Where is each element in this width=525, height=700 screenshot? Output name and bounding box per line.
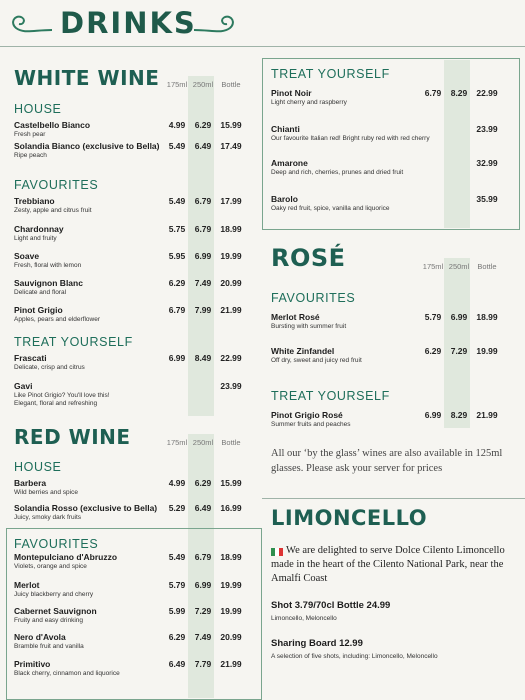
item-price: 7.29	[194, 606, 212, 616]
item-description: Ripe peach	[14, 152, 47, 159]
column-header: 175ml	[166, 80, 188, 89]
item-description: Fruity and easy drinking	[14, 617, 84, 624]
item-name: Sauvignon Blanc	[14, 278, 83, 288]
item-price: 4.99	[168, 120, 186, 130]
item-price: 8.29	[450, 88, 468, 98]
limoncello-divider	[262, 498, 525, 499]
item-name: Cabernet Sauvignon	[14, 606, 97, 616]
limoncello-shot-title: Shot 3.79/70cl Bottle 24.99	[271, 600, 391, 611]
item-price: 6.99	[168, 353, 186, 363]
item-name: Castelbello Bianco	[14, 120, 91, 130]
item-name: Pinot Grigio Rosé	[271, 410, 343, 420]
rose-treat-heading: TREAT YOURSELF	[271, 389, 390, 403]
item-price: 5.29	[168, 503, 186, 513]
item-description: Delicate, crisp and citrus	[14, 364, 85, 371]
item-description: Off dry, sweet and juicy red fruit	[271, 357, 362, 364]
item-price: 22.99	[220, 353, 242, 363]
item-description: Fresh, floral with lemon	[14, 262, 82, 269]
item-name: Nero d'Avola	[14, 632, 66, 642]
item-price: 21.99	[220, 305, 242, 315]
red-house-heading: HOUSE	[14, 460, 62, 474]
item-price: 5.49	[168, 141, 186, 151]
item-price: 6.79	[168, 305, 186, 315]
item-price: 19.99	[220, 251, 242, 261]
rose-favourites-heading: FAVOURITES	[271, 291, 356, 305]
item-name: Pinot Grigio	[14, 305, 63, 315]
rose-title: ROSÉ	[271, 244, 346, 272]
item-name: Chardonnay	[14, 224, 64, 234]
item-description: Violets, orange and spice	[14, 563, 87, 570]
item-name: Solandia Bianco (exclusive to Bella)	[14, 141, 160, 151]
item-name: Merlot	[14, 580, 40, 590]
item-price: 5.79	[424, 312, 442, 322]
item-price: 19.99	[220, 606, 242, 616]
item-price: 6.29	[168, 278, 186, 288]
item-price: 7.29	[450, 346, 468, 356]
column-header: Bottle	[221, 80, 241, 89]
item-price: 17.49	[220, 141, 242, 151]
white-house-heading: HOUSE	[14, 102, 62, 116]
column-header: Bottle	[221, 438, 241, 447]
item-price: 6.79	[424, 88, 442, 98]
column-header: 175ml	[422, 262, 444, 271]
item-price: 6.99	[450, 312, 468, 322]
item-name: Barbera	[14, 478, 47, 488]
item-price: 6.79	[194, 224, 212, 234]
item-price: 7.99	[194, 305, 212, 315]
white-wine-title: WHITE WINE	[14, 66, 160, 90]
item-price: 18.99	[220, 552, 242, 562]
item-price: 23.99	[476, 124, 498, 134]
item-price: 20.99	[220, 632, 242, 642]
col-250-band	[444, 258, 470, 428]
item-price: 17.99	[220, 196, 242, 206]
item-price: 7.49	[194, 278, 212, 288]
red-treat-box	[262, 58, 520, 230]
white-favourites-heading: FAVOURITES	[14, 178, 99, 192]
item-price: 19.99	[220, 580, 242, 590]
item-description: Summer fruits and peaches	[271, 421, 351, 428]
red-wine-title: RED WINE	[14, 425, 131, 449]
item-price: 6.29	[194, 120, 212, 130]
item-name: Amarone	[271, 158, 308, 168]
item-price: 6.79	[194, 196, 212, 206]
item-price: 6.49	[194, 141, 212, 151]
limoncello-board-title: Sharing Board 12.99	[271, 638, 363, 649]
item-price: 8.49	[194, 353, 212, 363]
item-name: White Zinfandel	[271, 346, 335, 356]
limoncello-board-desc: A selection of five shots, including: Limoncello, Meloncello	[271, 653, 438, 660]
column-header: 250ml	[192, 438, 214, 447]
item-price: 4.99	[168, 478, 186, 488]
swirl-right-icon	[192, 10, 242, 40]
item-price: 6.29	[168, 632, 186, 642]
item-name: Solandia Rosso (exclusive to Bella)	[14, 503, 158, 513]
item-price: 5.99	[168, 606, 186, 616]
limoncello-shot	[271, 600, 516, 623]
item-description: Juicy, smoky dark fruits	[14, 514, 82, 521]
limoncello-board	[271, 638, 516, 661]
item-description: Oaky red fruit, spice, vanilla and liquorice	[271, 205, 390, 212]
column-header: 250ml	[192, 80, 214, 89]
item-description: Apples, pears and elderflower	[14, 316, 100, 323]
column-header: Bottle	[477, 262, 497, 271]
item-price: 15.99	[220, 120, 242, 130]
item-price: 5.79	[168, 580, 186, 590]
item-price: 22.99	[476, 88, 498, 98]
red-treat-heading: TREAT YOURSELF	[271, 67, 390, 81]
item-description: Like Pinot Grigio? You'll love this! Elegant, floral and refreshing	[14, 392, 110, 407]
item-name: Gavi	[14, 381, 33, 391]
limoncello-title: LIMONCELLO	[271, 506, 428, 530]
item-price: 7.79	[194, 659, 212, 669]
red-favourites-box	[6, 528, 262, 700]
glass-note: All our ‘by the glass’ wines are also available in 125ml glasses. Please ask your server for prices	[271, 448, 503, 474]
item-price: 6.99	[194, 251, 212, 261]
italian-flag-icon	[271, 547, 283, 555]
item-description: Delicate and floral	[14, 289, 67, 296]
item-price: 18.99	[220, 224, 242, 234]
item-name: Pinot Noir	[271, 88, 312, 98]
limoncello-intro	[271, 544, 516, 586]
item-price: 5.49	[168, 196, 186, 206]
limoncello-shot-desc: Limoncello, Meloncello	[271, 615, 337, 622]
item-name: Soave	[14, 251, 40, 261]
item-price: 6.99	[424, 410, 442, 420]
item-description: Juicy blackberry and cherry	[14, 591, 94, 598]
item-price: 6.99	[194, 580, 212, 590]
item-description: Our favourite Italian red! Bright ruby red with red cherry	[271, 135, 430, 142]
item-price: 6.49	[168, 659, 186, 669]
item-description: Light cherry and raspberry	[271, 99, 347, 106]
item-price: 8.29	[450, 410, 468, 420]
item-description: Deep and rich, cherries, prunes and dried fruit	[271, 169, 404, 176]
item-name: Montepulciano d'Abruzzo	[14, 552, 118, 562]
item-price: 15.99	[220, 478, 242, 488]
item-name: Merlot Rosé	[271, 312, 320, 322]
white-treat-heading: TREAT YOURSELF	[14, 335, 133, 349]
item-description: Fresh pear	[14, 131, 46, 138]
item-name: Chianti	[271, 124, 300, 134]
item-price: 6.29	[194, 478, 212, 488]
item-price: 32.99	[476, 158, 498, 168]
header-divider	[0, 46, 525, 47]
item-price: 20.99	[220, 278, 242, 288]
swirl-left-icon	[4, 10, 54, 40]
item-price: 18.99	[476, 312, 498, 322]
item-name: Primitivo	[14, 659, 51, 669]
item-description: Light and fruity	[14, 235, 57, 242]
item-description: Bursting with summer fruit	[271, 323, 347, 330]
item-price: 23.99	[220, 381, 242, 391]
page-header	[0, 0, 525, 50]
item-price: 21.99	[220, 659, 242, 669]
item-price: 16.99	[220, 503, 242, 513]
item-price: 6.49	[194, 503, 212, 513]
item-description: Black cherry, cinnamon and liquorice	[14, 670, 120, 677]
item-price: 6.79	[194, 552, 212, 562]
item-price: 35.99	[476, 194, 498, 204]
item-price: 5.75	[168, 224, 186, 234]
item-name: Trebbiano	[14, 196, 55, 206]
item-description: Bramble fruit and vanilla	[14, 643, 84, 650]
item-price: 6.29	[424, 346, 442, 356]
item-name: Barolo	[271, 194, 298, 204]
red-favourites-heading: FAVOURITES	[14, 537, 99, 551]
item-description: Wild berries and spice	[14, 489, 78, 496]
item-price: 7.49	[194, 632, 212, 642]
item-name: Frascati	[14, 353, 47, 363]
item-description: Zesty, apple and citrus fruit	[14, 207, 92, 214]
limoncello-intro-text: We are delighted to serve Dolce Cilento Limoncello made in the heart of the Cilento National Park, near the Amalfi Coast	[271, 545, 505, 584]
item-price: 21.99	[476, 410, 498, 420]
item-price: 5.49	[168, 552, 186, 562]
column-header: 175ml	[166, 438, 188, 447]
page-title: DRINKS	[60, 6, 197, 40]
item-price: 19.99	[476, 346, 498, 356]
item-price: 5.95	[168, 251, 186, 261]
column-header: 250ml	[448, 262, 470, 271]
